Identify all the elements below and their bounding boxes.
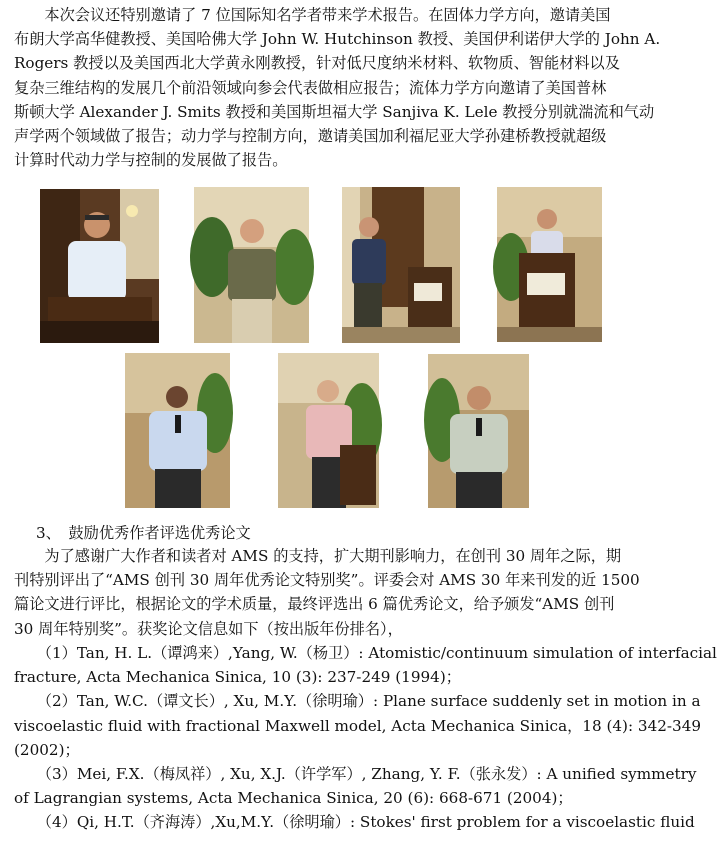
text-line: 篇论文进行评比，根据论文的学术质量，最终评选出 6 篇优秀论文，给予颁发“AMS 创刊: [14, 595, 615, 614]
text-line: 声学两个领域做了报告；动力学与控制方向，邀请美国加利福尼亚大学孙建桥教授就超级: [14, 127, 607, 146]
photo-speaker-6: [278, 353, 379, 508]
section3-paragraph: [14, 544, 640, 641]
photo-speaker-4: [497, 187, 602, 342]
paper-3-line: of Lagrangian systems, Acta Mechanica Sinica, 20 (6): 668-671 (2004)；: [14, 789, 573, 808]
photo-speaker-1: [40, 189, 159, 343]
paper-1-line: （1）Tan, H. L.（谭鸿来）,Yang, W.（杨卫）: Atomistic/continuum simulation of interfacial: [14, 644, 717, 662]
text-line: Rogers 教授以及美国西北大学黄永刚教授，针对低尺度纳米材料、软物质、智能材料以及: [14, 54, 620, 73]
paper-3-line: （3）Mei, F.X.（梅凤祥）, Xu, X.J.（许学军）, Zhang, Y. F.（张永发）: A unified symmetry: [14, 765, 697, 784]
text-line: 布朗大学高华健教授、美国哈佛大学 John W. Hutchinson 教授、美国伊利诺伊大学的 John A.: [14, 30, 661, 49]
text-line: 30 周年特别奖”。获奖论文信息如下（按出版年份排名），: [14, 619, 403, 638]
paper-2-line: viscoelastic fluid with fractional Maxwell model, Acta Mechanica Sinica，18 (4): 342-349: [14, 716, 702, 735]
paper-4-line: （4）Qi, H.T.（齐海涛）,Xu,M.Y.（徐明瑜）: Stokes' first problem for a viscoelastic fluid: [14, 813, 695, 832]
photo-speaker-5: [125, 353, 230, 508]
section-heading: 3、 鼓励优秀作者评选优秀论文: [36, 524, 251, 542]
text-line: 复杂三维结构的发展几个前沿领域向参会代表做相应报告；流体力学方向邀请了美国普林: [14, 78, 607, 97]
intro-paragraph: [14, 3, 661, 172]
photo-speaker-2: [194, 187, 309, 343]
paper-2-line: (2002)；: [14, 740, 80, 759]
paper-1-line: fracture, Acta Mechanica Sinica, 10 (3): 237-249 (1994)；: [14, 668, 461, 687]
text-line: 计算时代动力学与控制的发展做了报告。: [14, 151, 288, 170]
paper-list: [14, 641, 717, 835]
text-line: 为了感谢广大作者和读者对 AMS 的支持，扩大期刊影响力，在创刊 30 周年之际，期: [14, 547, 622, 565]
photo-speaker-3: [342, 187, 460, 343]
text-line: 刊特别评出了“AMS 创刊 30 周年优秀论文特别奖”。评委会对 AMS 30 年来刊发的近 1500: [14, 571, 640, 590]
paper-2-line: （2）Tan, W.C.（谭文长）, Xu, M.Y.（徐明瑜）: Plane surface suddenly set in motion in a: [14, 692, 701, 711]
text-line: 斯顿大学 Alexander J. Smits 教授和美国斯坦福大学 Sanjiva K. Lele 教授分别就湍流和气动: [14, 102, 655, 121]
photo-speaker-7: [428, 354, 529, 508]
text-line: 本次会议还特别邀请了 7 位国际知名学者带来学术报告。在固体力学方向，邀请美国: [14, 6, 611, 24]
